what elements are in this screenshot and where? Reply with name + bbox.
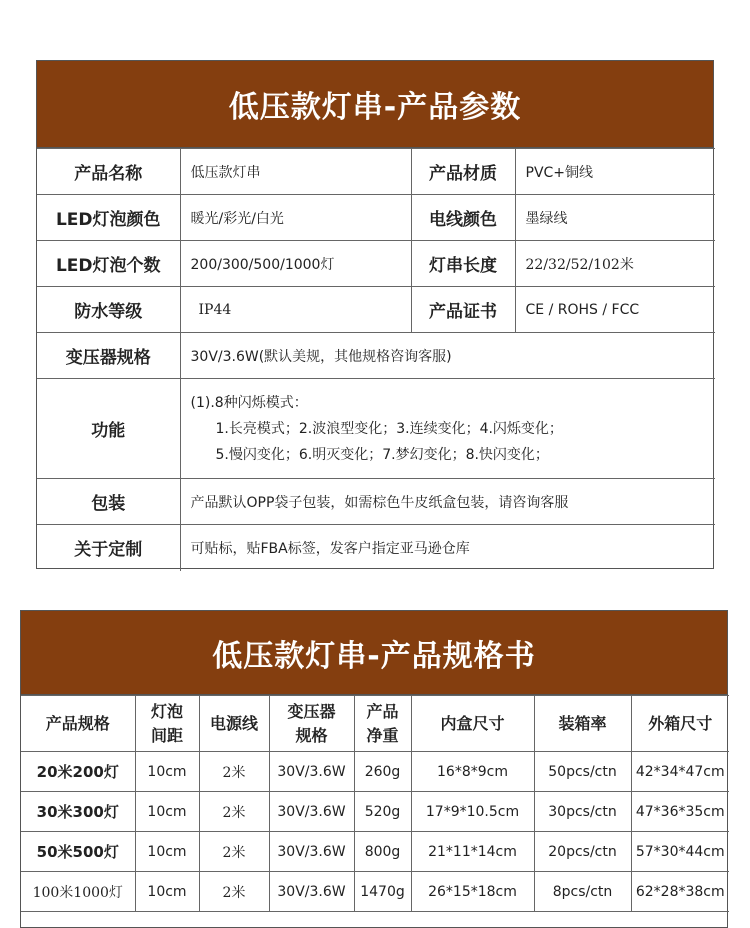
spec-cell: 30pcs/ctn: [534, 792, 631, 832]
spec-cell: 10cm: [135, 872, 199, 912]
spec-cell: 42*34*47cm: [631, 752, 729, 792]
param-value: 200/300/500/1000灯: [180, 241, 411, 287]
spec-cell: 2米: [199, 752, 269, 792]
param-label: 产品材质: [411, 149, 515, 195]
spec-cell: 30V/3.6W: [269, 832, 354, 872]
param-label: 产品证书: [411, 287, 515, 333]
param-label: 功能: [37, 379, 180, 479]
spec-cell: 16*8*9cm: [411, 752, 534, 792]
spec-cell: 20pcs/ctn: [534, 832, 631, 872]
spec-cell: 57*30*44cm: [631, 832, 729, 872]
spec-model: 50米500灯: [21, 832, 135, 872]
params-row-transformer: [37, 333, 715, 379]
spec-row: [21, 872, 729, 912]
spec-row: [21, 832, 729, 872]
param-label: LED灯泡个数: [37, 241, 180, 287]
spec-cell: 8pcs/ctn: [534, 872, 631, 912]
param-label: 变压器规格: [37, 333, 180, 379]
param-value: 低压款灯串: [180, 149, 411, 195]
spec-header: 灯泡 间距: [135, 696, 199, 752]
spec-cell: 21*11*14cm: [411, 832, 534, 872]
spec-row: [21, 792, 729, 832]
param-label: 防水等级: [37, 287, 180, 333]
spec-header: 产品规格: [21, 696, 135, 752]
params-row: [37, 287, 715, 333]
spec-header: 内盒尺寸: [411, 696, 534, 752]
spec-cell: 10cm: [135, 832, 199, 872]
param-value: 22/32/52/102米: [515, 241, 715, 287]
product-params-panel: [36, 60, 714, 569]
spec-cell: 2米: [199, 832, 269, 872]
param-value: 可贴标，贴FBA标签，发客户指定亚马逊仓库: [180, 525, 715, 571]
spec-cell: 800g: [354, 832, 411, 872]
spec-header: 产品 净重: [354, 696, 411, 752]
param-value: CE / ROHS / FCC: [515, 287, 715, 333]
spec-model: 20米200灯: [21, 752, 135, 792]
spec-cell: 2米: [199, 872, 269, 912]
spec-cell: 30V/3.6W: [269, 792, 354, 832]
params-table: [37, 148, 715, 571]
spec-cell: 17*9*10.5cm: [411, 792, 534, 832]
spec-cell: 30V/3.6W: [269, 752, 354, 792]
param-value: PVC+铜线: [515, 149, 715, 195]
param-value: 墨绿线: [515, 195, 715, 241]
params-row: [37, 195, 715, 241]
params-row-custom: [37, 525, 715, 571]
function-line: 1.长亮模式；2.波浪型变化；3.连续变化；4.闪烁变化；: [215, 420, 563, 437]
param-value: 产品默认OPP袋子包装，如需棕色牛皮纸盒包装，请咨询客服: [180, 479, 715, 525]
param-label: LED灯泡颜色: [37, 195, 180, 241]
spec-header: 装箱率: [534, 696, 631, 752]
params-title: 低压款灯串-产品参数: [37, 61, 713, 148]
spec-model: 30米300灯: [21, 792, 135, 832]
param-label: 灯串长度: [411, 241, 515, 287]
spec-cell: 62*28*38cm: [631, 872, 729, 912]
params-row-packaging: [37, 479, 715, 525]
spec-cell: 520g: [354, 792, 411, 832]
function-line: 5.慢闪变化；6.明灭变化；7.梦幻变化；8.快闪变化；: [215, 446, 549, 463]
param-label: 产品名称: [37, 149, 180, 195]
param-value: 暖光/彩光/白光: [180, 195, 411, 241]
params-row: [37, 149, 715, 195]
spec-cell: 26*15*18cm: [411, 872, 534, 912]
params-row: [37, 241, 715, 287]
spec-header-row: [21, 696, 729, 752]
spec-cell: 10cm: [135, 752, 199, 792]
spec-header: 变压器 规格: [269, 696, 354, 752]
spec-table: [21, 695, 729, 912]
spec-cell: 260g: [354, 752, 411, 792]
spec-cell: 10cm: [135, 792, 199, 832]
spec-cell: 1470g: [354, 872, 411, 912]
spec-header: 外箱尺寸: [631, 696, 729, 752]
param-value: 30V/3.6W(默认美规，其他规格咨询客服): [180, 333, 715, 379]
function-value: [180, 379, 715, 479]
spec-row: [21, 752, 729, 792]
function-line: (1).8种闪烁模式：: [190, 394, 308, 411]
param-value: IP44: [180, 287, 411, 333]
spec-sheet-panel: [20, 610, 728, 928]
params-row-function: [37, 379, 715, 479]
spec-cell: 50pcs/ctn: [534, 752, 631, 792]
param-label: 电线颜色: [411, 195, 515, 241]
spec-cell: 2米: [199, 792, 269, 832]
spec-cell: 30V/3.6W: [269, 872, 354, 912]
spec-header: 电源线: [199, 696, 269, 752]
spec-model: 100米1000灯: [21, 872, 135, 912]
spec-cell: 47*36*35cm: [631, 792, 729, 832]
param-label: 关于定制: [37, 525, 180, 571]
specs-title: 低压款灯串-产品规格书: [21, 611, 727, 695]
param-label: 包装: [37, 479, 180, 525]
